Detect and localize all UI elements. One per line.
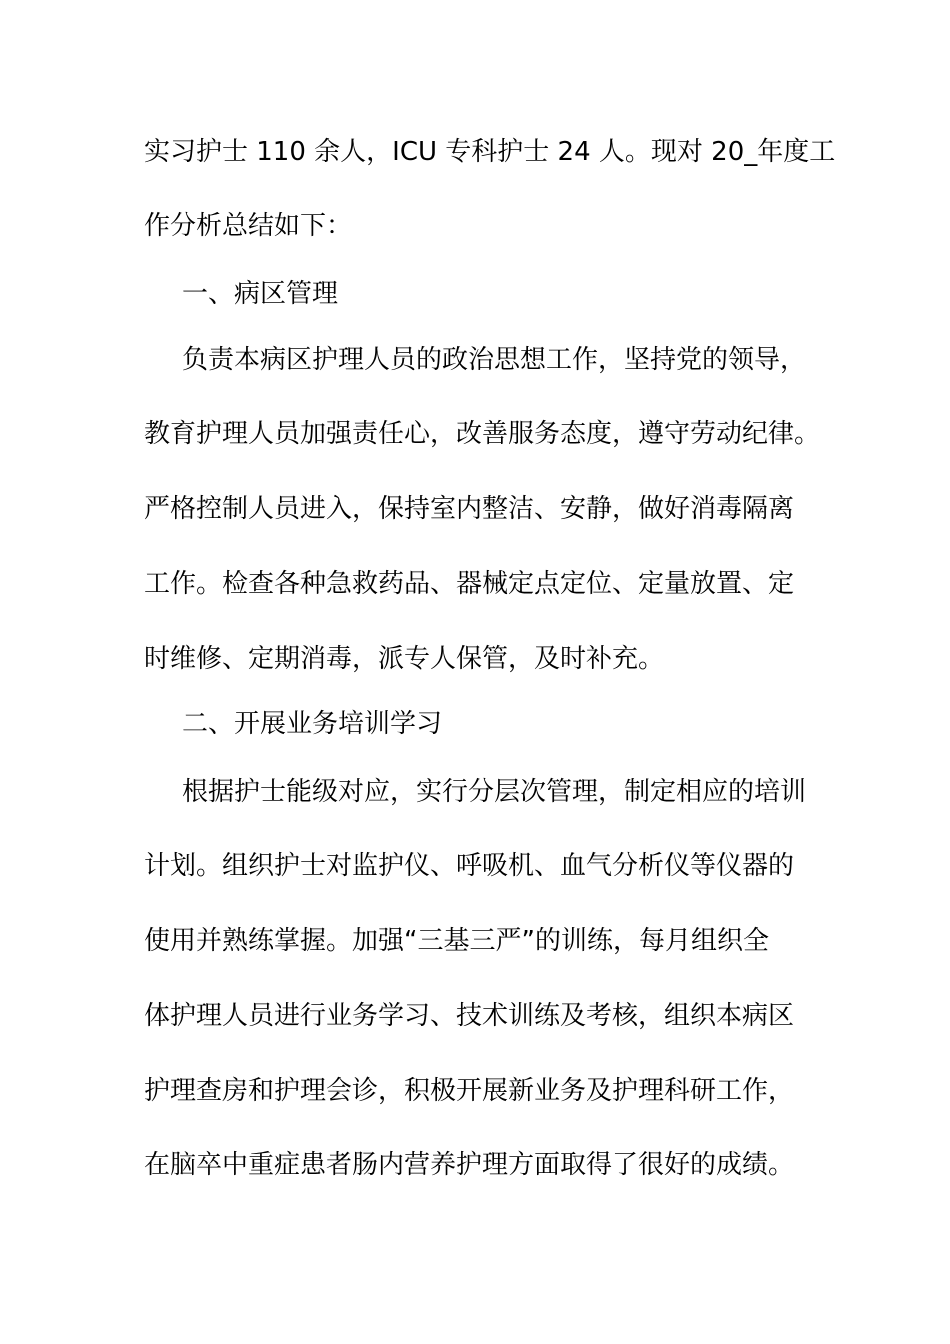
paragraph-line: 严格控制人员进入，保持室内整洁、安静，做好消毒隔离	[144, 494, 795, 524]
paragraph-line: 体护理人员进行业务学习、技术训练及考核，组织本病区	[144, 1001, 795, 1031]
paragraph-line: 计划。组织护士对监护仪、呼吸机、血气分析仪等仪器的	[144, 851, 795, 881]
paragraph-line: 作分析总结如下：	[144, 211, 353, 241]
paragraph-line: 教育护理人员加强责任心，改善服务态度，遵守劳动纪律。	[144, 419, 821, 449]
section-heading: 二、开展业务培训学习	[182, 709, 443, 739]
paragraph-line: 时维修、定期消毒，派专人保管，及时补充。	[144, 644, 665, 674]
paragraph-line: 负责本病区护理人员的政治思想工作，坚持党的领导，	[182, 345, 807, 375]
paragraph-line: 护理查房和护理会诊，积极开展新业务及护理科研工作，	[144, 1076, 795, 1106]
paragraph-line: 在脑卒中重症患者肠内营养护理方面取得了很好的成绩。	[144, 1150, 795, 1180]
paragraph-line: 工作。检查各种急救药品、器械定点定位、定量放置、定	[144, 569, 795, 599]
paragraph-line: 实习护士 110 余人，ICU 专科护士 24 人。现对 20_年度工	[144, 137, 836, 167]
paragraph-line: 使用并熟练掌握。加强“三基三严”的训练，每月组织全	[144, 926, 769, 956]
section-heading: 一、病区管理	[182, 279, 339, 309]
paragraph-line: 根据护士能级对应，实行分层次管理，制定相应的培训	[182, 777, 807, 807]
